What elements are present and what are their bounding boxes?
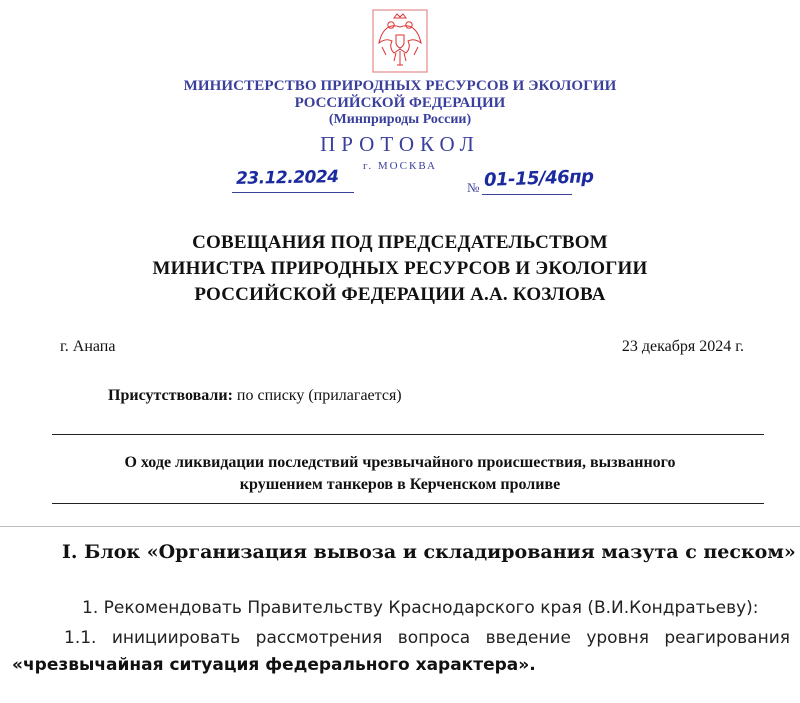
attendees-line xyxy=(108,387,402,405)
coat-of-arms-icon xyxy=(372,9,428,73)
page-break-line xyxy=(0,526,800,527)
attendees-value: по списку (прилагается) xyxy=(232,387,402,404)
title-line-3: РОССИЙСКОЙ ФЕДЕРАЦИИ А.А. КОЗЛОВА xyxy=(194,284,606,305)
subject-top-rule xyxy=(52,434,764,435)
handwritten-number: 01-15/46пр xyxy=(483,166,594,191)
ministry-name-line-2: РОССИЙСКОЙ ФЕДЕРАЦИИ xyxy=(294,95,506,111)
title-line-1: СОВЕЩАНИЯ ПОД ПРЕДСЕДАТЕЛЬСТВОМ xyxy=(192,232,608,253)
meeting-date: 23 декабря 2024 г. xyxy=(621,338,744,355)
paragraph-1-1: 1.1. инициировать рассмотрения вопроса введение уровня реагирования xyxy=(64,628,790,648)
issuing-city: г. МОСКВА xyxy=(363,160,437,172)
number-underline xyxy=(482,194,572,195)
date-underline xyxy=(232,192,354,193)
ministry-short-name: (Минприроды России) xyxy=(328,112,472,127)
title-line-2: МИНИСТРА ПРИРОДНЫХ РЕСУРСОВ И ЭКОЛОГИИ xyxy=(152,258,648,279)
number-label: № xyxy=(467,180,480,195)
attendees-label: Присутствовали: xyxy=(108,387,233,404)
handwritten-date: 23.12.2024 xyxy=(235,167,339,189)
ministry-name-line-1: МИНИСТЕРСТВО ПРИРОДНЫХ РЕСУРСОВ И ЭКОЛОГИИ xyxy=(183,78,617,94)
section-heading: I. Блок «Организация вывоза и складирования мазута с песком» xyxy=(62,541,796,563)
subject-bottom-rule xyxy=(52,503,764,504)
document-type: ПРОТОКОЛ xyxy=(320,132,480,156)
subject-line-2: крушением танкеров в Керченском проливе xyxy=(239,476,561,493)
paragraph-1: 1. Рекомендовать Правительству Краснодарского края (В.И.Кондратьеву): xyxy=(82,598,759,618)
subject-line-1: О ходе ликвидации последствий чрезвычайного происшествия, вызванного xyxy=(124,454,676,471)
meeting-place: г. Анапа xyxy=(60,338,116,355)
paragraph-1-1-continuation: «чрезвычайная ситуация федерального характера». xyxy=(12,655,536,675)
